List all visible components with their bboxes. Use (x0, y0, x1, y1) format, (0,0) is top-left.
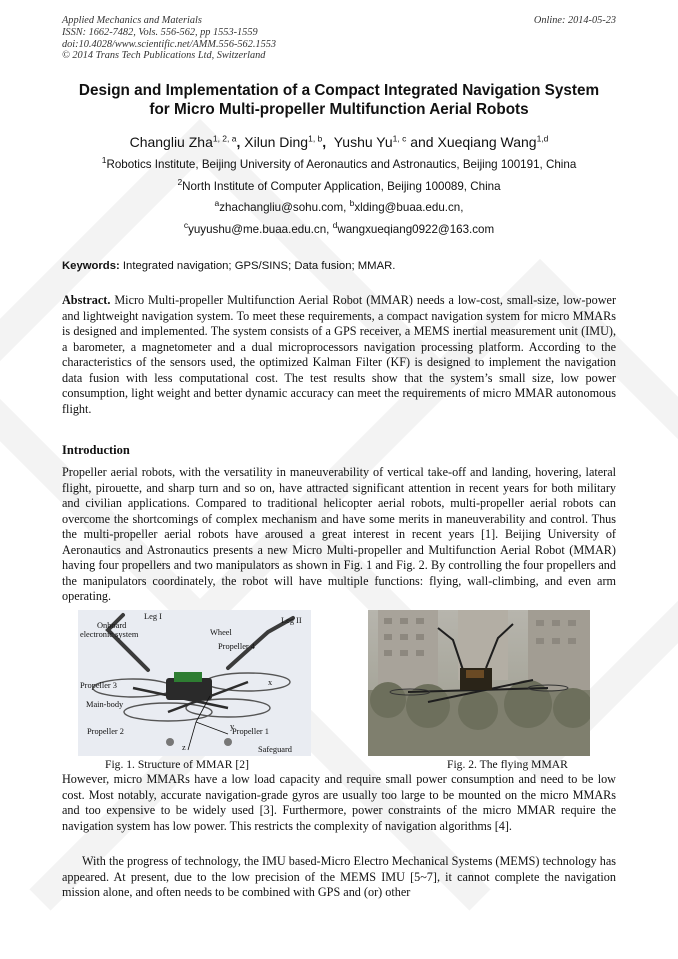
keywords-text: Integrated navigation; GPS/SINS; Data fusion; MMAR. (122, 260, 396, 272)
fig1-label-propeller-3: Propeller 3 (80, 681, 117, 690)
fig1-label-propeller-4: Propeller 4 (218, 642, 255, 651)
email-link[interactable]: wangxueqiang0922@163.com (337, 223, 495, 236)
fig1-label-leg2: Leg II (281, 616, 302, 625)
introduction-paragraph-2: However, micro MMARs have a low load capacity and require small power consumption and need to be low cost. Most notably, accurate navigation-grade gyros are usually too large to be mounted on the micro MMARs and too expensive to be widely used [3]. Furthermore, power constraints of the micro MMAR require the navigation system has low power. This restricts the complexity of navigation algorithms [4]. (62, 772, 616, 833)
email-line-1 (30, 198, 648, 215)
affiliation-sup: 1 (101, 155, 107, 166)
journal-issn: ISSN: 1662-7482, Vols. 556-562, pp 1553-1559 (62, 26, 258, 38)
journal-copyright: © 2014 Trans Tech Publications Ltd, Switzerland (62, 50, 266, 62)
fig1-label-leg1: Leg I (144, 612, 162, 621)
author-affiliation-sup: 1, c (392, 133, 407, 144)
fig1-label-safeguard: Safeguard (258, 745, 292, 754)
abstract (62, 293, 616, 417)
email-line-2 (30, 220, 648, 237)
journal-name: Applied Mechanics and Materials (62, 15, 202, 26)
paper-title (40, 81, 638, 119)
paper-title-line1: Design and Implementation of a Compact Integrated Navigation System (78, 82, 600, 99)
email-sup: d (332, 220, 338, 231)
figure-1-caption: Fig. 1. Structure of MMAR [2] (105, 758, 249, 771)
figure-2-caption: Fig. 2. The flying MMAR (447, 758, 568, 771)
affiliation-2 (30, 177, 648, 194)
figure-1-structure-image (78, 610, 311, 756)
email-link[interactable]: xlding@buaa.edu.cn, (354, 201, 464, 214)
fig1-label-onboard-1: Onboard (97, 621, 127, 630)
journal-header (62, 15, 616, 62)
email-link[interactable]: yuyushu@me.buaa.edu.cn, (188, 223, 330, 236)
keywords-label: Keywords: (62, 260, 120, 272)
fig1-axis-z: z (182, 743, 186, 752)
email-sup: b (349, 198, 355, 209)
author-name: Xueqiang Wang (437, 134, 537, 150)
abstract-text: Micro Multi-propeller Multifunction Aerial Robot (MMAR) needs a low-cost, small-size, low-power and lightweight navigation system. To meet these requirements, a compact navigation system for micro MMARs is designed and implemented. The system consists of a GPS receiver, a MEMS inertial measurement unit (IMU), a barometer, a magnetometer and a dual microprocessors navigation processing platform. According to the characteristics of the sensors used, the optimized Kalman Filter (KF) is designed to implement the navigation data fusion with less computational cost. The test results show that the system’s small size, low power consumption, light weight and better dynamic accuracy can meet the requirements of micro MMAR autonomous flight. (62, 293, 616, 416)
journal-doi[interactable]: doi:10.4028/www.scientific.net/AMM.556-562.1553 (62, 38, 277, 50)
affiliation-text: Robotics Institute, Beijing University of Aeronautics and Astronautics, Beijing 100191, China (106, 158, 577, 171)
fig1-label-main-body: Main-body (86, 700, 124, 709)
author-name: Yushu Yu (333, 134, 393, 150)
fig1-label-onboard-2: electronic system (80, 630, 139, 639)
author-affiliation-sup: 1,d (536, 133, 549, 144)
fig1-axis-y: y (230, 722, 235, 731)
author-name: Xilun Ding (244, 134, 309, 150)
email-sup: c (183, 220, 189, 231)
affiliation-text: North Institute of Computer Application, Beijing 100089, China (182, 180, 501, 193)
author-name: Changliu Zha (129, 134, 213, 150)
introduction-paragraph-1: Propeller aerial robots, with the versatility in maneuverability of vertical take-off and landing, hovering, lateral flight, pirouette, and sharp turn and so on, have attracted significant attention in recent years for both military and civilian applications. Compared to traditional helicopter aerial robots, multi-propeller aerial robots can overcome the shortcomings of complex mechanism and have some merits in maneuverability and control. Thus the multi-propeller aerial robots have aroused a great interest in recent years [1]. Beijing University of Aeronautics and Astronautics presents a new Micro Multi-propeller and Multifunction Aerial Robot (MMAR) having four propellers and two manipulators as shown in Fig. 1 and Fig. 2. By controlling the four propellers and the manipulators coordinately, the robot will have multiple functions: flying, wall-climbing, and even arm operating. (62, 465, 616, 603)
introduction-paragraph-3: With the progress of technology, the IMU based-Micro Electro Mechanical Systems (MEMS) technology has appeared. At present, due to the low precision of the MEMS IMU [5~7], it cannot complete the navigation mission alone, and often needs to be combined with GPS and (or) other (62, 854, 616, 899)
online-date: Online: 2014-05-23 (533, 15, 616, 26)
fig1-label-propeller-2: Propeller 2 (87, 727, 124, 736)
flying-mmar-photo (368, 610, 590, 756)
email-link[interactable]: zhachangliu@sohu.com, (219, 201, 347, 214)
fig1-label-propeller-1: Propeller 1 (232, 727, 269, 736)
email-sup: a (214, 198, 220, 209)
fig1-axis-x: x (268, 678, 273, 687)
affiliation-1 (30, 155, 648, 172)
fig1-label-wheel: Wheel (210, 628, 232, 637)
affiliation-sup: 2 (177, 177, 183, 188)
author-conjunction: and (410, 134, 434, 150)
abstract-label: Abstract. (62, 293, 111, 307)
author-list: Changliu Zha$^{1, 2, a}$, Xilun Ding$^{1, b}$, Yushu Yu$^{1, c}$ and Xueqiang Wang$^{1,d}$ (129, 133, 549, 150)
section-heading-introduction: Introduction (62, 443, 130, 457)
keywords (62, 259, 616, 273)
author-affiliation-sup: 1, 2, a (212, 133, 237, 144)
paper-title-line2: for Micro Multi-propeller Multifunction Aerial Robots (149, 101, 529, 118)
figure-2-flying-photo (368, 610, 590, 756)
author-affiliation-sup: 1, b (308, 133, 323, 144)
